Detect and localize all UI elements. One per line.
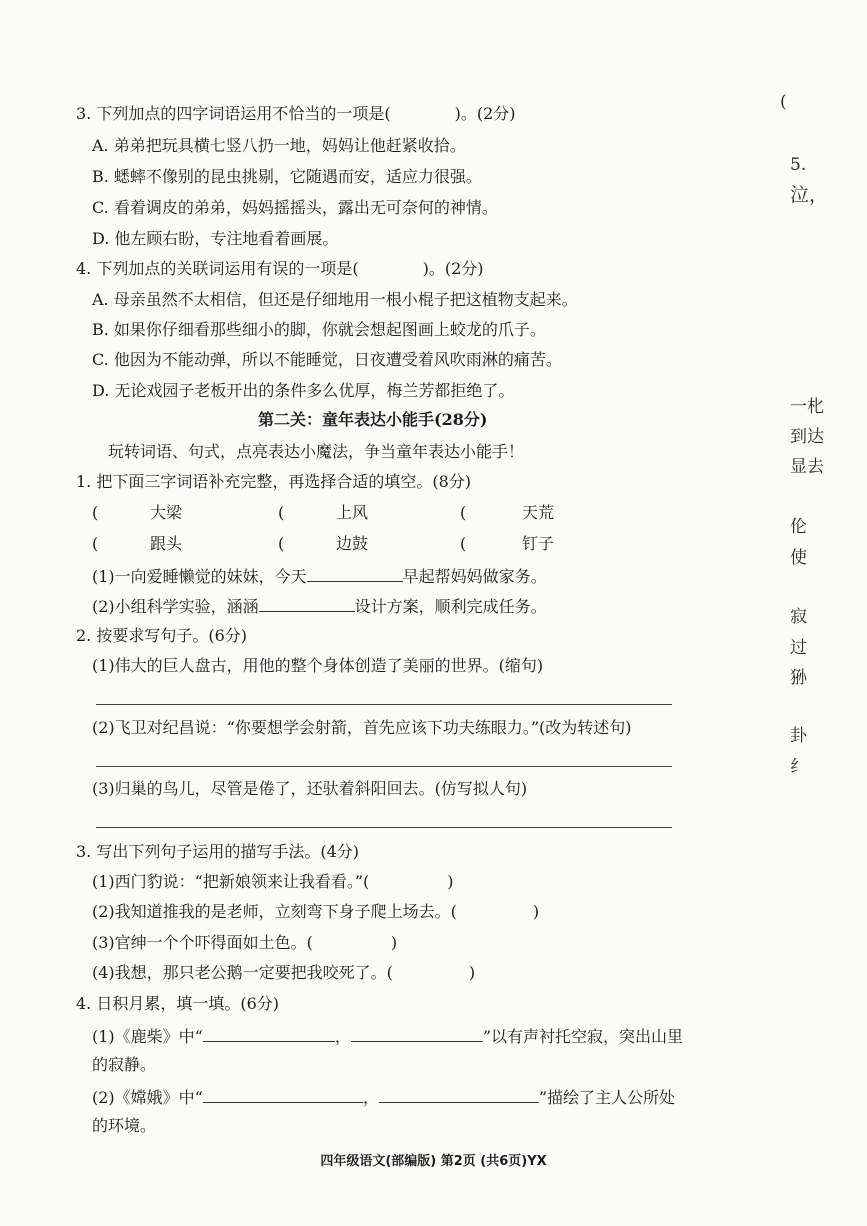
s2-item-1: (1)伟大的巨人盘古，用他的整个身体创造了美丽的世界。(缩句) — [92, 656, 544, 675]
s3-item-4: (4)我想，那只老公鹅一定要把我咬死了。( ) — [92, 963, 476, 982]
edge-fragment-10: 过 — [790, 638, 807, 658]
edge-fragment-8: 使 — [790, 548, 807, 568]
s3-prompt: 3. 写出下列句子运用的描写手法。(4分) — [76, 842, 360, 861]
edge-fragment-12: 卦 — [790, 726, 807, 746]
page-footer: 四年级语文(部编版) 第2页 (共6页)YX — [320, 1154, 547, 1169]
q4-prompt-line — [76, 259, 484, 279]
s1-word-3: 天荒 — [522, 503, 555, 522]
s3-item-3: (3)官绅一个个吓得面如土色。( ) — [92, 933, 398, 952]
s1-sub-1-blank[interactable] — [307, 565, 403, 582]
s1-word-4: 跟头 — [150, 534, 183, 553]
q3-option-d: D. 他左顾右盼，专注地看着画展。 — [92, 229, 339, 248]
q3-option-a: A. 弟弟把玩具横七竖八扔一地，妈妈让他赶紧收拾。 — [92, 136, 466, 155]
edge-fragment-13: 纟 — [790, 757, 807, 777]
s2-answer-line-1[interactable] — [96, 704, 672, 705]
s4-line-1-cont: 的寂静。 — [92, 1055, 157, 1074]
q3-prompt-line — [76, 104, 516, 124]
q4-option-b: B. 如果你仔细看那些细小的脚，你就会想起图画上蛟龙的爪子。 — [92, 320, 546, 339]
s2-item-3: (3)归巢的鸟儿，尽管是倦了，还驮着斜阳回去。(仿写拟人句) — [92, 779, 528, 798]
s1-word-5: 边鼓 — [336, 534, 369, 553]
q3-option-c: C. 看着调皮的弟弟，妈妈摇摇头，露出无可奈何的神情。 — [92, 198, 498, 217]
edge-fragment-9: 寂 — [790, 607, 807, 627]
section2-intro: 玩转词语、句式，点亮表达小魔法，争当童年表达小能手！ — [108, 442, 525, 461]
s4-l1-blank-1[interactable] — [203, 1025, 335, 1042]
s4-l2-blank-2[interactable] — [379, 1086, 539, 1103]
q4-tail: )。(2分) — [422, 259, 484, 278]
exam-page: 3. 下列加点的四字词语运用不恰当的一项是( )。(2分) A. 弟弟把玩具横七竖八扔一地，妈妈让他赶紧收拾。 B. 蟋蟀不像别的昆虫挑剔，它随遇而安，适应力很强。 C. 看着调皮的弟弟，妈妈摇摇头，露出无可奈何的神情。 D. 他左顾右盼，专注地看着画展。 4. 下列加点的关联词运用有误的一项是( )。(2分) A. 母亲虽然不太相信，但还是仔细地用一根小棍子把这植物支起来。 B. 如果你仔细看那些细小的脚，你就会想起图画上蛟龙的爪子。 C. 他因为不能动弹，所以不能睡觉，日夜遭受着风吹雨淋的痛苦。 D. 无论戏园子老板开出的条件多么优厚，梅兰芳都拒绝了。 第二关：童年表达小能手(28分) 玩转词语、句式，点亮表达小魔法，争当童年表达小能手！ 1. 把下面三字词语补充完整，再选择合适的填空。(8分) ( 大梁 ( 上风 ( 天荒 ( 跟头 ( 边鼓 ( 钉子 (1)一向爱睡懒觉的妹妹，今天 早起帮妈妈做家务。 (2)小组科学实验，涵涵 设计方案，顺利完成任务。 2. 按要求写句子。(6分) (1)伟大的巨人盘古，用他的整个身体创造了美丽的世界。(缩句) (2)飞卫对纪昌说：“你要想学会射箭，首先应该下功夫练眼力。”(改为转述句) (3)归巢的鸟儿，尽管是倦了，还驮着斜阳回去。(仿写拟人句) 3. 写出下列句子运用的描写手法。(4分) (1)西门豹说：“把新娘领来让我看看。”( ) (2)我知道推我的是老师，立刻弯下身子爬上场去。( ) (3)官绅一个个吓得面如土色。( ) (4)我想，那只老公鹅一定要把我咬死了。( ) 4. 日积月累，填一填。(6分) (1)《鹿柴》中“ ， ”以有声衬托空寂，突出山里 的寂静。 (2)《嫦娥》中“ ， ”描绘了主人公所处 的环境。 ( 5. 泣， 一朼 到达 显去 伦 使 寂 过 狲 卦 纟 四年级语文(部编版) 第2页 (共6页)YX — [0, 0, 867, 1226]
s1-sub-2: (2)小组科学实验，涵涵 设计方案，顺利完成任务。 — [92, 597, 547, 616]
s3-item-1: (1)西门豹说：“把新娘领来让我看看。”( ) — [92, 872, 454, 891]
q4-prompt: 4. 下列加点的关联词运用有误的一项是( — [76, 259, 359, 278]
edge-fragment-1: ( — [780, 92, 787, 112]
q3-prompt: 3. 下列加点的四字词语运用不恰当的一项是( — [76, 104, 391, 123]
s4-line-1: (1)《鹿柴》中“ ， ”以有声衬托空寂，突出山里 — [92, 1027, 684, 1046]
s1-sub-1: (1)一向爱睡懒觉的妹妹，今天 早起帮妈妈做家务。 — [92, 567, 547, 586]
edge-fragment-4: 一朼 — [790, 397, 824, 417]
s1-word-1: 大梁 — [150, 503, 183, 522]
s1-prompt: 1. 把下面三字词语补充完整，再选择合适的填空。(8分) — [76, 472, 472, 491]
s1-sub-2-blank[interactable] — [259, 595, 355, 612]
s3-item-2: (2)我知道推我的是老师，立刻弯下身子爬上场去。( ) — [92, 902, 540, 921]
edge-fragment-2: 5. — [790, 155, 807, 175]
edge-fragment-6: 显去 — [790, 457, 824, 477]
edge-fragment-3: 泣， — [790, 184, 829, 206]
s2-answer-line-2[interactable] — [96, 766, 672, 767]
q4-option-a: A. 母亲虽然不太相信，但还是仔细地用一根小棍子把这植物支起来。 — [92, 290, 578, 309]
s2-answer-line-3[interactable] — [96, 827, 672, 828]
edge-fragment-5: 到达 — [790, 427, 824, 447]
s2-prompt: 2. 按要求写句子。(6分) — [76, 626, 248, 645]
s4-l1-blank-2[interactable] — [351, 1025, 483, 1042]
s2-item-2: (2)飞卫对纪昌说：“你要想学会射箭，首先应该下功夫练眼力。”(改为转述句) — [92, 718, 632, 737]
s4-line-2-cont: 的环境。 — [92, 1116, 157, 1135]
q4-option-d: D. 无论戏园子老板开出的条件多么优厚，梅兰芳都拒绝了。 — [92, 381, 515, 400]
section2-title: 第二关：童年表达小能手(28分) — [258, 410, 488, 429]
s4-prompt: 4. 日积月累，填一填。(6分) — [76, 994, 280, 1013]
s1-word-2: 上风 — [336, 503, 369, 522]
q4-option-c: C. 他因为不能动弹，所以不能睡觉，日夜遭受着风吹雨淋的痛苦。 — [92, 350, 562, 369]
edge-fragment-7: 伦 — [790, 517, 807, 537]
q3-option-b: B. 蟋蟀不像别的昆虫挑剔，它随遇而安，适应力很强。 — [92, 167, 482, 186]
s4-line-2: (2)《嫦娥》中“ ， ”描绘了主人公所处 — [92, 1088, 676, 1107]
q3-tail: )。(2分) — [454, 104, 516, 123]
s1-word-6: 钉子 — [522, 534, 555, 553]
edge-fragment-11: 狲 — [790, 668, 807, 688]
s4-l2-blank-1[interactable] — [203, 1086, 363, 1103]
